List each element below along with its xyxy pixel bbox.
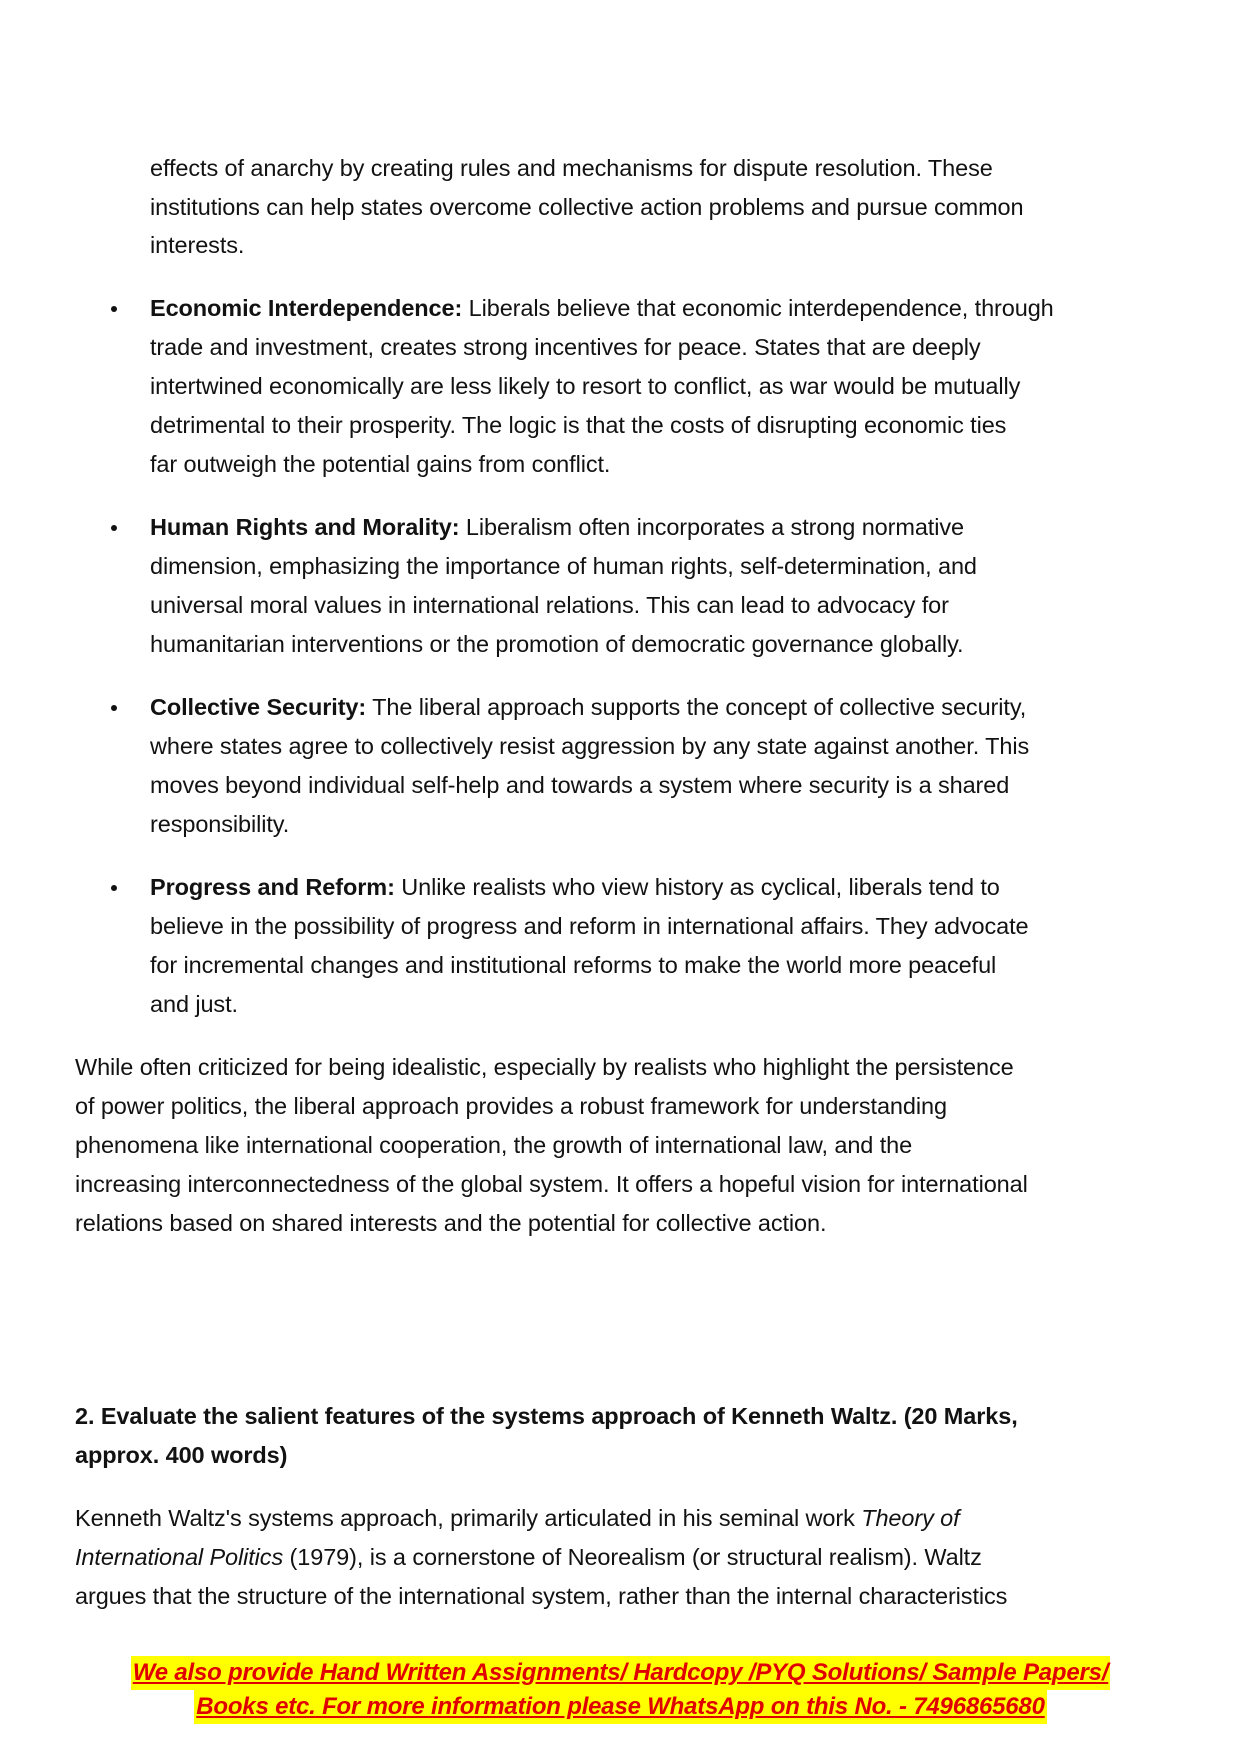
bullet-line: dimension, emphasizing the importance of human rights, self-determination, and <box>150 553 977 579</box>
paragraph-line <box>75 1542 982 1572</box>
bullet-line: for incremental changes and institutional reforms to make the world more peaceful <box>150 952 997 978</box>
heading-line: 2. Evaluate the salient features of the systems approach of Kenneth Waltz. (20 Marks, <box>75 1403 1018 1429</box>
bullet-icon <box>109 872 119 882</box>
bullet-line: and just. <box>150 991 238 1017</box>
bullet-title: Collective Security: <box>150 694 367 720</box>
paragraph-text: Kenneth Waltz's systems approach, primarily articulated in his seminal work <box>75 1505 862 1531</box>
paragraph-line: While often criticized for being idealistic, especially by realists who highlight the persistence <box>75 1054 1014 1080</box>
bullet-line: humanitarian interventions or the promotion of democratic governance globally. <box>150 631 964 657</box>
paragraph-line: increasing interconnectedness of the global system. It offers a hopeful vision for international <box>75 1171 1028 1197</box>
bullet-line: universal moral values in international relations. This can lead to advocacy for <box>150 592 949 618</box>
bullet-line: intertwined economically are less likely to resort to conflict, as war would be mutually <box>150 373 1021 399</box>
bullet-text: Unlike realists who view history as cyclical, liberals tend to <box>394 874 1000 900</box>
bullet-icon <box>109 512 119 522</box>
footer-promo <box>0 1656 1241 1690</box>
paragraph-line <box>75 1503 960 1533</box>
intro-line: interests. <box>150 232 245 258</box>
bullet-line: moves beyond individual self-help and towards a system where security is a shared <box>150 772 1010 798</box>
book-title-italic: International Politics <box>75 1544 284 1570</box>
bullet-text: Liberals believe that economic interdependence, through <box>462 295 1054 321</box>
paragraph-line: of power politics, the liberal approach provides a robust framework for understanding <box>75 1093 947 1119</box>
bullet-title: Economic Interdependence: <box>150 295 463 321</box>
bullet-line: far outweigh the potential gains from conflict. <box>150 451 611 477</box>
paragraph-text: (1979), is a cornerstone of Neorealism (or structural realism). Waltz <box>283 1544 982 1570</box>
bullet-title: Human Rights and Morality: <box>150 514 460 540</box>
bullet-first-line <box>150 293 1054 323</box>
book-title-italic: Theory of <box>861 1505 960 1531</box>
bullet-first-line <box>150 692 1026 722</box>
heading-line: approx. 400 words) <box>75 1442 288 1468</box>
footer-promo-2 <box>0 1690 1241 1724</box>
promo-line-1: We also provide Hand Written Assignments/ Hardcopy /PYQ Solutions/ Sample Papers/ <box>131 1656 1111 1690</box>
bullet-line: where states agree to collectively resist aggression by any state against another. This <box>150 733 1030 759</box>
bullet-icon <box>109 692 119 702</box>
bullet-icon <box>109 293 119 303</box>
paragraph-line: phenomena like international cooperation, the growth of international law, and the <box>75 1132 913 1158</box>
paragraph-line: relations based on shared interests and the potential for collective action. <box>75 1210 827 1236</box>
bullet-text: Liberalism often incorporates a strong normative <box>459 514 964 540</box>
promo-line-2: Books etc. For more information please WhatsApp on this No. - 7496865680 <box>194 1690 1046 1724</box>
bullet-text: The liberal approach supports the concept of collective security, <box>366 694 1027 720</box>
intro-line: effects of anarchy by creating rules and mechanisms for dispute resolution. These <box>150 155 993 181</box>
bullet-first-line <box>150 512 964 542</box>
bullet-title: Progress and Reform: <box>150 874 395 900</box>
bullet-line: detrimental to their prosperity. The logic is that the costs of disrupting economic ties <box>150 412 1007 438</box>
bullet-line: responsibility. <box>150 811 290 837</box>
bullet-line: trade and investment, creates strong incentives for peace. States that are deeply <box>150 334 981 360</box>
bullet-first-line <box>150 872 1000 902</box>
intro-line: institutions can help states overcome collective action problems and pursue common <box>150 194 1024 220</box>
bullet-line: believe in the possibility of progress and reform in international affairs. They advocate <box>150 913 1029 939</box>
paragraph-line: argues that the structure of the international system, rather than the internal characteristics <box>75 1583 1008 1609</box>
